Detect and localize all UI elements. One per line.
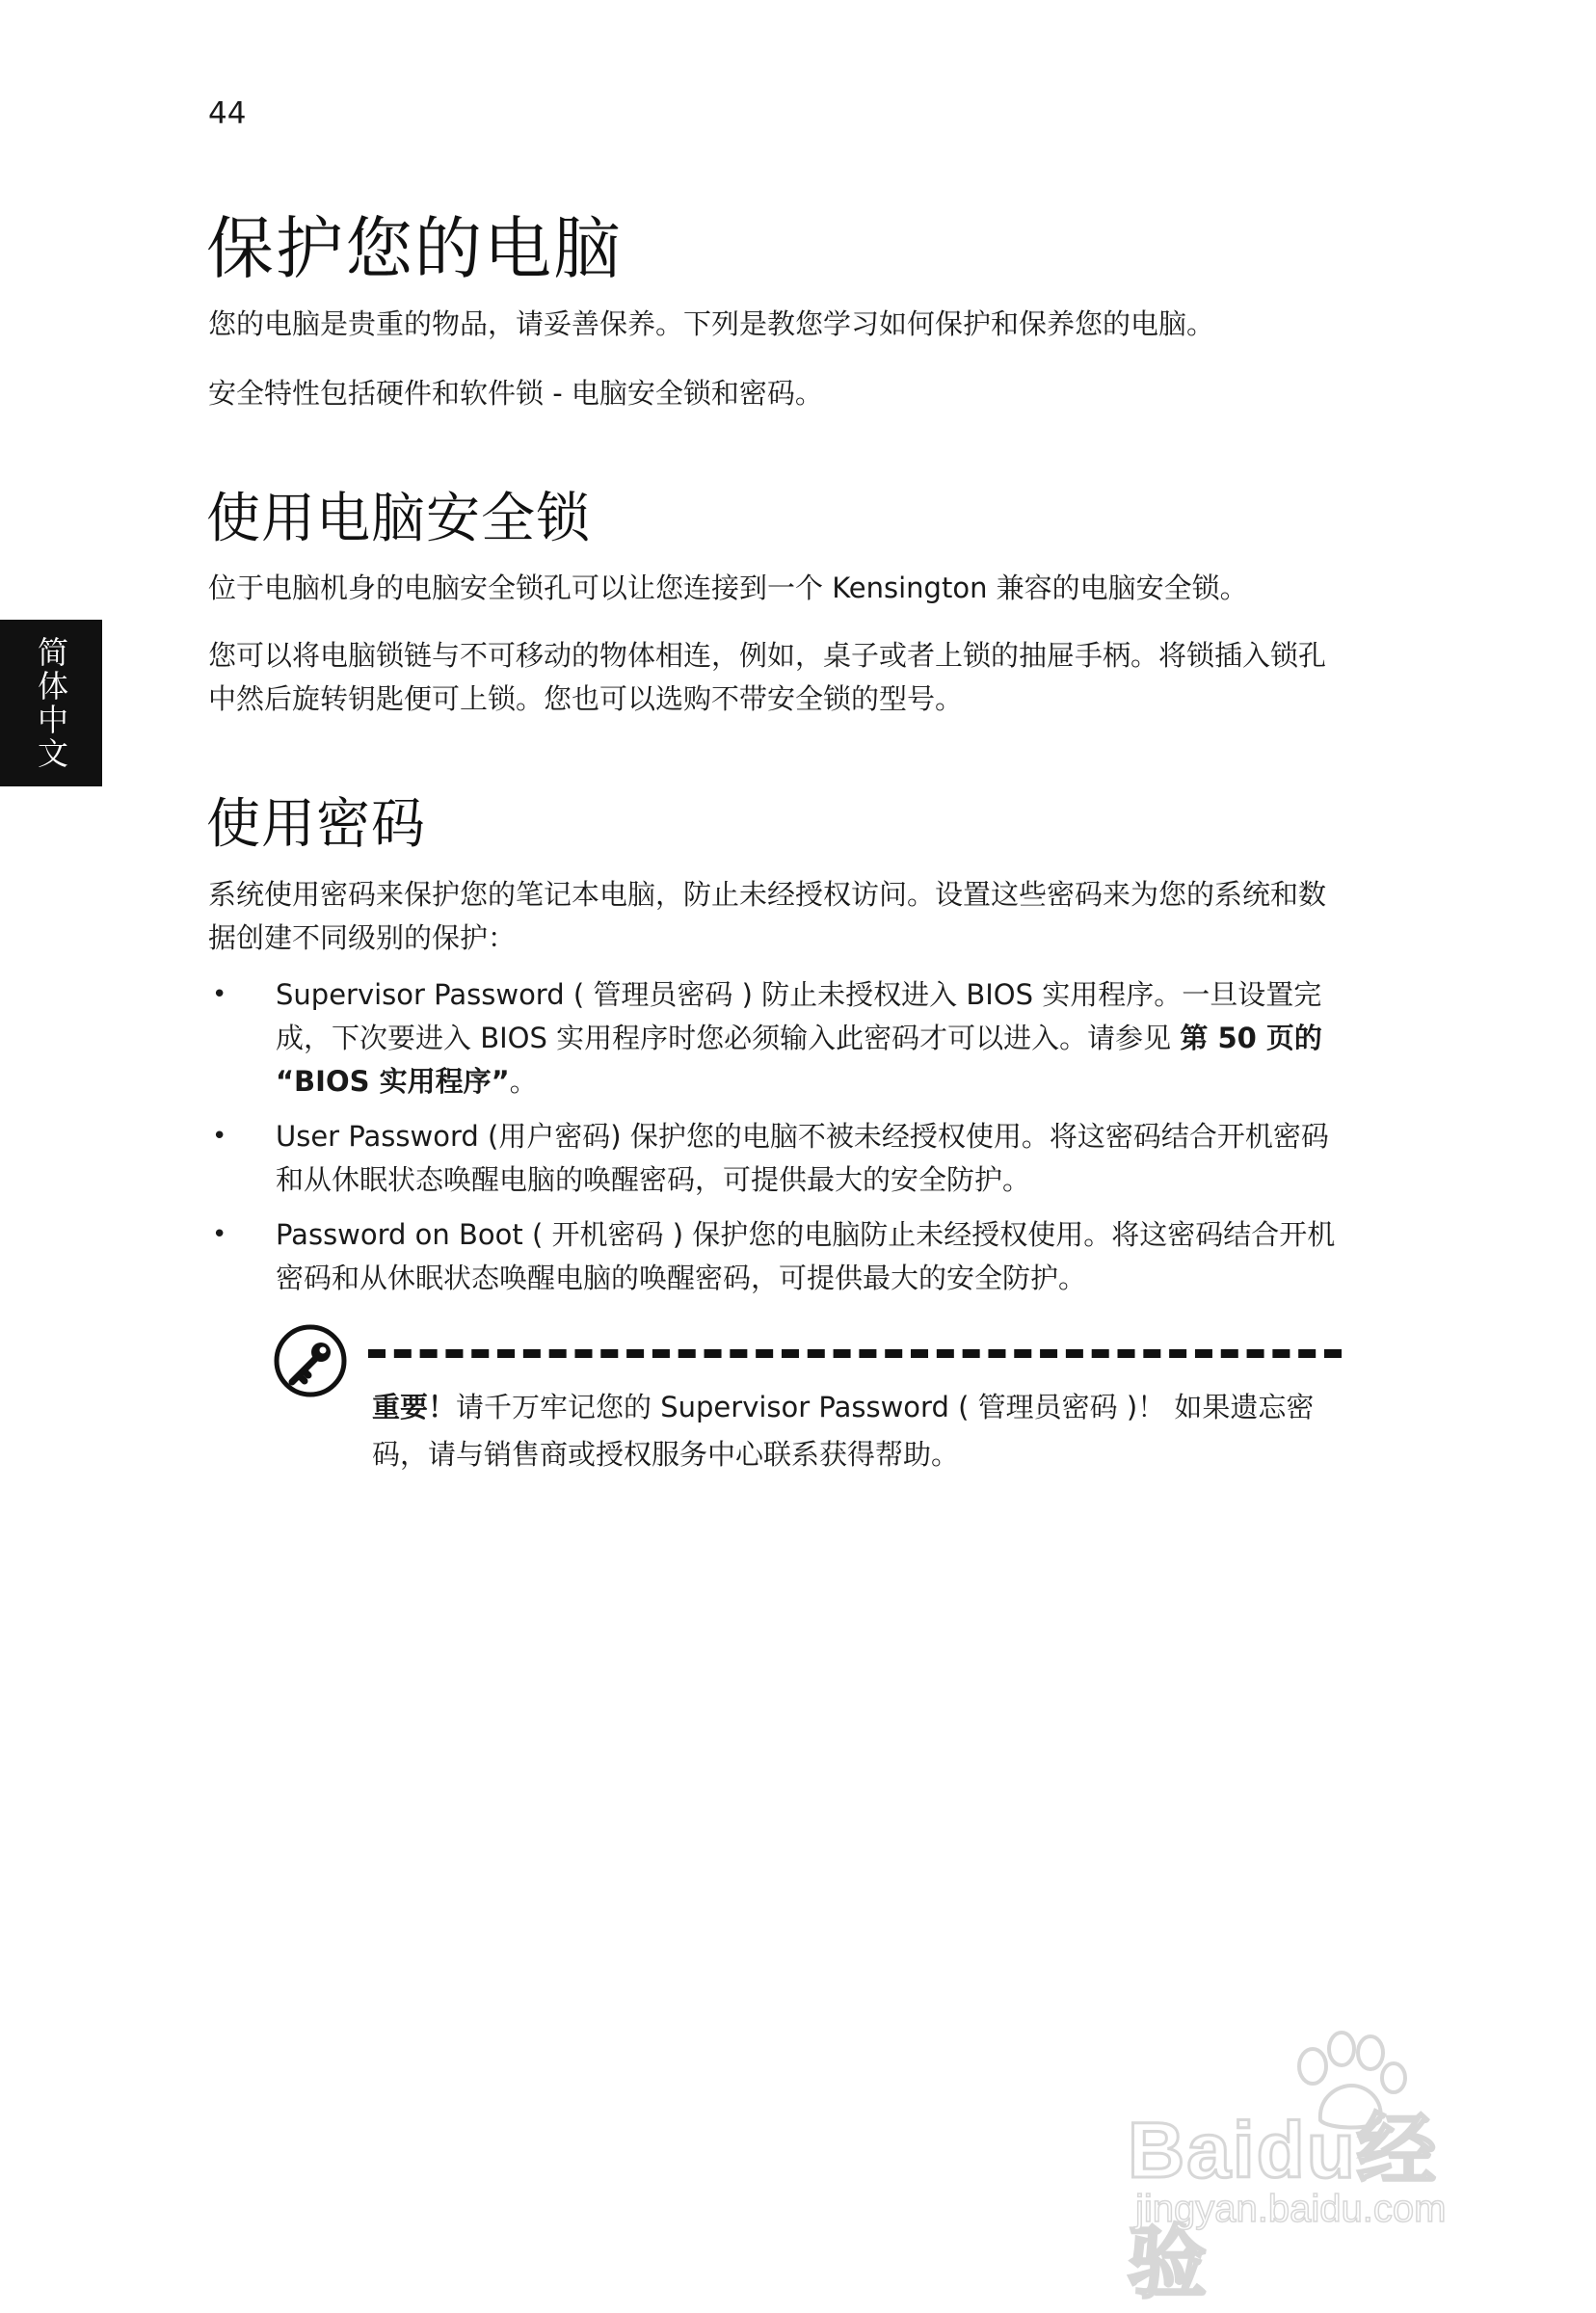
lock-paragraph: 位于电脑机身的电脑安全锁孔可以让您连接到一个 Kensington 兼容的电脑安全锁。 — [208, 572, 1248, 604]
section-heading-lock: 使用电脑安全锁 — [206, 488, 591, 550]
list-item — [208, 973, 1345, 1103]
bullet-tail: 。 — [509, 1065, 538, 1098]
note-label: 重要！ — [372, 1391, 457, 1423]
password-intro: 系统使用密码来保护您的笔记本电脑，防止未经授权访问。设置这些密码来为您的系统和数据创建不同级别的保护： — [208, 878, 1327, 954]
key-icon — [272, 1322, 349, 1399]
note-text: 请千万牢记您的 Supervisor Password ( 管理员密码 )！ 如果遗忘密码，请与销售商或授权服务中心联系获得帮助。 — [372, 1391, 1315, 1471]
bullet-text: Supervisor Password ( 管理员密码 ) 防止未授权进入 BIOS 实用程序。一旦设置完成，下次要进入 BIOS 实用程序时您必须输入此密码才可以进入。请参见 — [276, 978, 1322, 1054]
intro-paragraph: 安全特性包括硬件和软件锁 - 电脑安全锁和密码。 — [208, 377, 823, 410]
bullet-marker: • — [212, 1220, 227, 1249]
bullet-marker: • — [212, 1122, 227, 1151]
cross-reference-link[interactable]: 第 50 页的 “BIOS 实用程序” — [276, 1022, 1322, 1098]
bullet-text: Password on Boot ( 开机密码 ) 保护您的电脑防止未经授权使用。将这密码结合开机密码和从休眠状态唤醒电脑的唤醒密码，可提供最大的安全防护。 — [276, 1218, 1336, 1294]
password-list — [208, 973, 1345, 1312]
section-heading-password: 使用密码 — [206, 793, 426, 856]
language-side-tab — [0, 620, 102, 786]
list-item — [208, 1115, 1345, 1202]
important-note — [372, 1384, 1336, 1478]
watermark-url: jingyan.baidu.com — [1135, 2188, 1447, 2230]
list-item — [208, 1213, 1345, 1300]
page-number: 44 — [208, 96, 247, 131]
bullet-text: User Password (用户密码) 保护您的电脑不被未经授权使用。将这密码结合开机密码和从休眠状态唤醒电脑的唤醒密码，可提供最大的安全防护。 — [276, 1120, 1329, 1196]
note-divider — [368, 1349, 1342, 1358]
side-tab-label: 简体中文 — [33, 635, 69, 771]
lock-paragraph: 您可以将电脑锁链与不可移动的物体相连，例如，桌子或者上锁的抽屉手柄。将锁插入锁孔中然后旋转钥匙便可上锁。您也可以选购不带安全锁的型号。 — [208, 639, 1327, 715]
bullet-marker: • — [212, 980, 227, 1009]
baidu-watermark — [1128, 2034, 1503, 2307]
page-title: 保护您的电脑 — [206, 209, 623, 288]
intro-paragraph: 您的电脑是贵重的物品，请妥善保养。下列是教您学习如何保护和保养您的电脑。 — [208, 307, 1215, 340]
watermark-brand: Baidu经验 — [1128, 2107, 1438, 2307]
